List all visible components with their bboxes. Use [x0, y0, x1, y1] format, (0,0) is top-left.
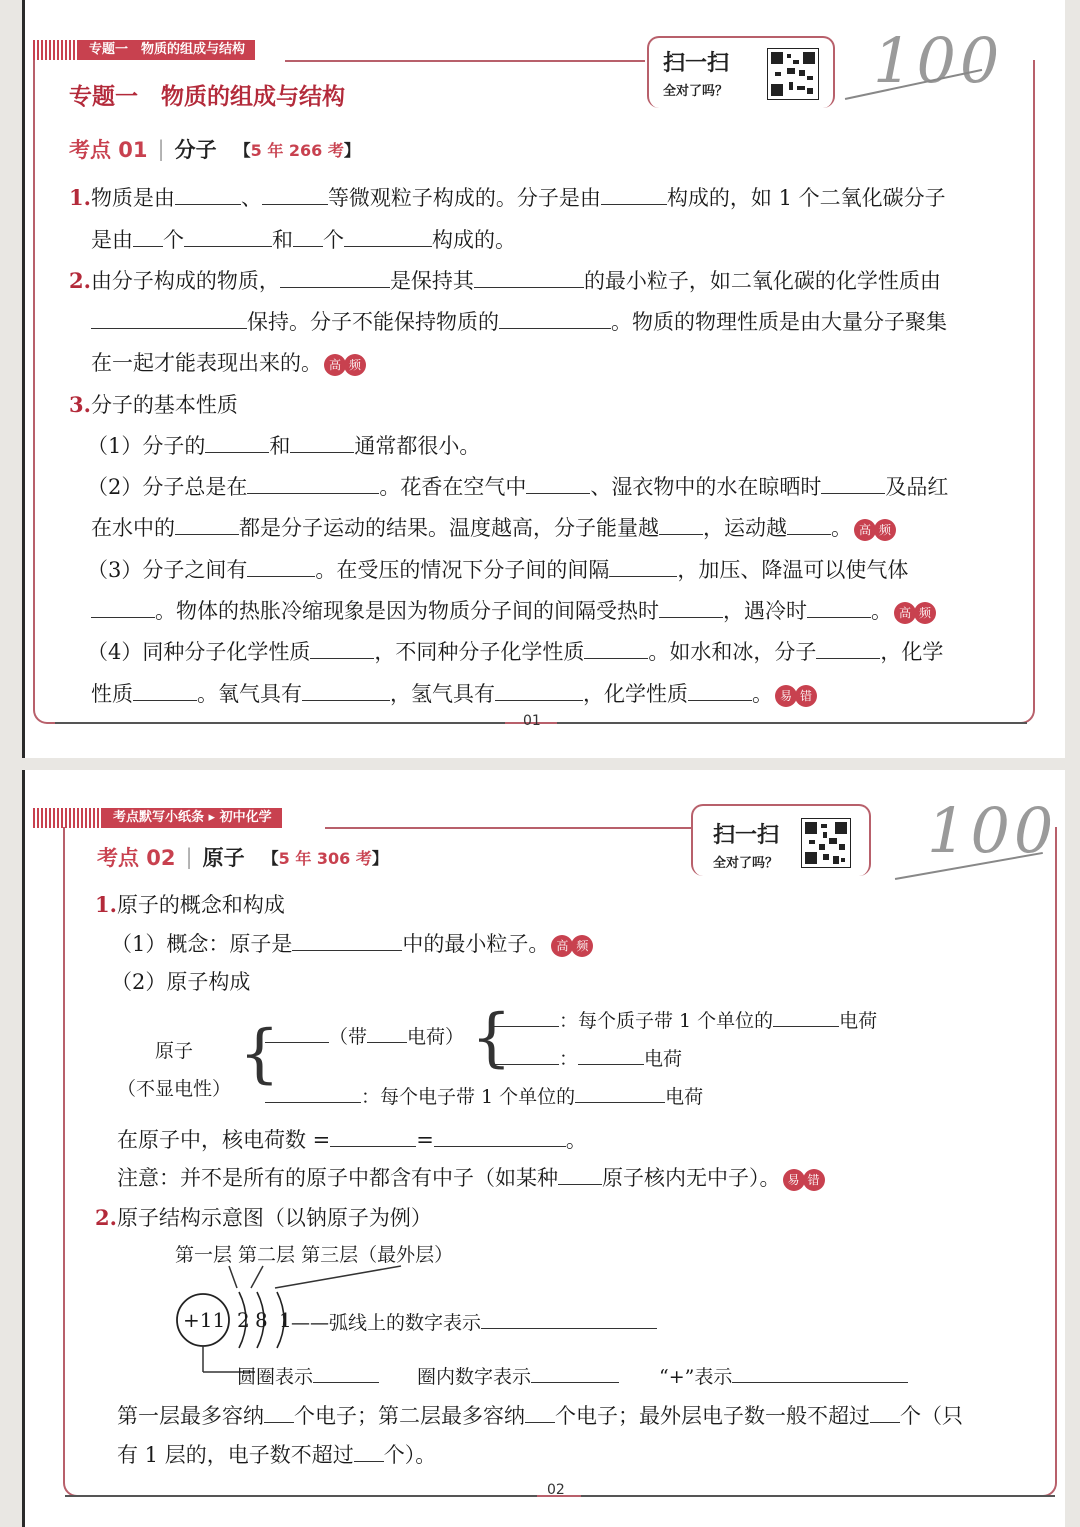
kaodian-count: 【5 年 266 考】 [234, 140, 360, 160]
blank[interactable] [493, 1044, 559, 1065]
blank[interactable] [821, 473, 885, 494]
kaodian-sep: | [157, 137, 165, 161]
blank[interactable] [175, 514, 239, 535]
blank[interactable] [184, 226, 272, 247]
q3-p4-line1: （4）同种分子化学性质 ，不同种分子化学性质 。如水和冰，分子 ，化学 [87, 640, 944, 664]
arc-desc: ——弧线上的数字表示 [291, 1308, 657, 1335]
badge-error-prone: 易 错 [775, 685, 815, 707]
blank[interactable] [659, 597, 723, 618]
blank[interactable] [499, 308, 611, 329]
blank[interactable] [310, 638, 374, 659]
page-number: 02 [547, 1482, 565, 1498]
plus-desc: “+”表示 [659, 1362, 908, 1389]
blank[interactable] [292, 930, 402, 951]
blank[interactable] [474, 267, 584, 288]
tab-stripe [33, 808, 103, 828]
q2-title: 2.原子结构示意图（以钠原子为例） [95, 1205, 432, 1230]
scan-sub: 全对了吗？ [713, 856, 779, 871]
blank[interactable] [133, 226, 163, 247]
shell-3-electrons: 1 [279, 1308, 292, 1332]
q1-line2: 是由 个 和 个 构成的。 [91, 228, 516, 252]
capacity-line2: 有 1 层的，电子数不超过 个）。 [117, 1443, 437, 1467]
scan-title: 扫一扫 [663, 51, 730, 76]
blank[interactable] [601, 184, 667, 205]
capacity-line1: 第一层最多容纳 个电子；第二层最多容纳 个电子；最外层电子数一般不超过 个（只 [117, 1404, 963, 1428]
blank[interactable] [91, 597, 155, 618]
blank[interactable] [265, 1082, 361, 1103]
q2-line1: 2.由分子构成的物质， 是保持其 的最小粒子，如二氧化碳的化学性质由 [69, 268, 941, 293]
scan-box [691, 804, 871, 876]
inner-desc: 圈内数字表示 [417, 1362, 619, 1389]
q2-line3: 在一起才能表现出来的。 高 频 [91, 347, 364, 377]
blank[interactable] [584, 638, 648, 659]
blank[interactable] [495, 680, 583, 701]
blank[interactable] [344, 226, 432, 247]
electron-line: ：每个电子带 1 个单位的 电荷 [265, 1082, 703, 1109]
shell-2-electrons: 8 [255, 1308, 268, 1332]
q1-line1: 1.物质是由 、 等微观粒子构成的。分子是由 构成的，如 1 个二氧化碳分子 [69, 185, 946, 210]
blank[interactable] [367, 1022, 407, 1043]
blank[interactable] [688, 680, 752, 701]
neutron-line: ： 电荷 [493, 1044, 682, 1071]
header-rule [285, 60, 645, 62]
footer-rule-right [581, 1495, 1055, 1497]
shell-1-electrons: 2 [237, 1308, 250, 1332]
kaodian-heading [69, 134, 360, 164]
atom-label: 原子 [155, 1040, 194, 1062]
page-number: 01 [523, 713, 541, 729]
c2-line: （2）原子构成 [111, 970, 251, 994]
blank[interactable] [493, 1006, 559, 1027]
kaodian-count: 【5 年 306 考】 [262, 848, 388, 868]
note-line: 注意：并不是所有的原子中都含有中子（如某种 原子核内无中子）。 易 错 [117, 1162, 823, 1192]
blank[interactable] [525, 1402, 555, 1423]
blank[interactable] [91, 308, 247, 329]
blank[interactable] [807, 597, 871, 618]
badge-high-frequency: 高 频 [854, 519, 894, 541]
blank[interactable] [247, 556, 315, 577]
blank[interactable] [354, 1441, 384, 1462]
blank[interactable] [265, 1022, 329, 1043]
kaodian-label: 考点 01 [69, 138, 148, 162]
kaodian-heading [97, 842, 388, 872]
q3-title: 3.分子的基本性质 [69, 392, 238, 417]
q1-title: 1.原子的概念和构成 [95, 892, 285, 917]
scan-sub: 全对了吗？ [663, 84, 729, 99]
footer-rule-left [65, 1495, 537, 1497]
footer-rule-right [557, 722, 1027, 724]
kaodian-name: 分子 [174, 138, 217, 162]
kaodian-name: 原子 [202, 846, 245, 870]
q3-p3-line2: 。物体的热胀冷缩现象是因为物质分子间的间隔受热时 ，遇冷时 。 高 频 [91, 595, 934, 625]
blank[interactable] [481, 1308, 657, 1329]
atom-neutral: （不显电性） [117, 1078, 232, 1100]
q3-p2-line2: 在水中的 都是分子运动的结果。温度越高，分子能量越 ，运动越 。 高 频 [91, 512, 894, 542]
scan-box [647, 36, 835, 108]
blank[interactable] [609, 556, 677, 577]
blank[interactable] [531, 1362, 619, 1383]
score-handwritten: 100 [927, 794, 1058, 867]
kaodian-label: 考点 02 [97, 846, 176, 870]
blank[interactable] [732, 1362, 908, 1383]
q3-p3-line1: （3）分子之间有 。在受压的情况下分子间的间隔 ，加压、降温可以使气体 [87, 558, 909, 582]
blank[interactable] [205, 432, 269, 453]
blank[interactable] [264, 1402, 294, 1423]
blank[interactable] [262, 184, 328, 205]
blank[interactable] [816, 638, 880, 659]
relation-line: 在原子中，核电荷数 = = 。 [117, 1128, 587, 1152]
layers-label: 第一层 第二层 第三层（最外层） [175, 1244, 454, 1266]
scan-title: 扫一扫 [713, 823, 780, 848]
blank[interactable] [526, 473, 590, 494]
page-title: 专题一 物质的组成与结构 [69, 84, 345, 110]
blank[interactable] [870, 1402, 900, 1423]
blank[interactable] [434, 1126, 566, 1147]
section-tab [33, 40, 255, 60]
blank[interactable] [330, 1126, 416, 1147]
brace-nucleus: { [471, 1001, 512, 1075]
blank[interactable] [175, 184, 241, 205]
circle-desc: 圆圈表示 [237, 1362, 379, 1389]
blank[interactable] [558, 1164, 602, 1185]
page-2 [22, 770, 1065, 1527]
kaodian-sep: | [185, 845, 193, 869]
blank[interactable] [787, 514, 831, 535]
q3-p1: （1）分子的 和 通常都很小。 [87, 434, 481, 458]
blank[interactable] [293, 226, 323, 247]
blank[interactable] [133, 680, 197, 701]
footer-rule-left [55, 722, 505, 724]
nucleus-charge: +11 [183, 1308, 226, 1332]
proton-line: ：每个质子带 1 个单位的 电荷 [493, 1006, 877, 1033]
tab-stripe [33, 40, 79, 60]
nucleus-line: （带 电荷） [265, 1022, 464, 1049]
blank[interactable] [313, 1362, 379, 1383]
tab-label: 专题一 物质的组成与结构 [79, 40, 255, 60]
q3-p2-line1: （2）分子总是在 。花香在空气中 、湿衣物中的水在晾晒时 及品红 [87, 475, 949, 499]
blank[interactable] [290, 432, 354, 453]
q2-line2: 保持。分子不能保持物质的 。物质的物理性质是由大量分子聚集 [91, 306, 947, 336]
blank[interactable] [773, 1006, 839, 1027]
badge-error-prone: 易 错 [783, 1169, 823, 1191]
badge-high-frequency: 高 频 [551, 935, 591, 957]
blank[interactable] [280, 267, 390, 288]
blank[interactable] [302, 680, 390, 701]
qr-code-icon[interactable] [767, 48, 819, 100]
blank[interactable] [247, 473, 379, 494]
blank[interactable] [578, 1044, 644, 1065]
blank[interactable] [575, 1082, 665, 1103]
badge-high-frequency: 高 频 [894, 602, 934, 624]
q3-p4-line2: 性质 。氧气具有 ，氢气具有 ，化学性质 。 易 错 [91, 678, 815, 708]
qr-code-icon[interactable] [801, 818, 851, 868]
score-handwritten: 100 [873, 24, 1004, 97]
c1-line: （1）概念：原子是 中的最小粒子。 高 频 [111, 928, 591, 958]
page-1 [22, 0, 1065, 758]
tab-label: 考点默写小纸条 ▸ 初中化学 [103, 808, 282, 828]
badge-high-frequency: 高 频 [324, 354, 364, 376]
section-tab [33, 808, 282, 828]
blank[interactable] [659, 514, 703, 535]
brace-atom: { [239, 1017, 280, 1091]
